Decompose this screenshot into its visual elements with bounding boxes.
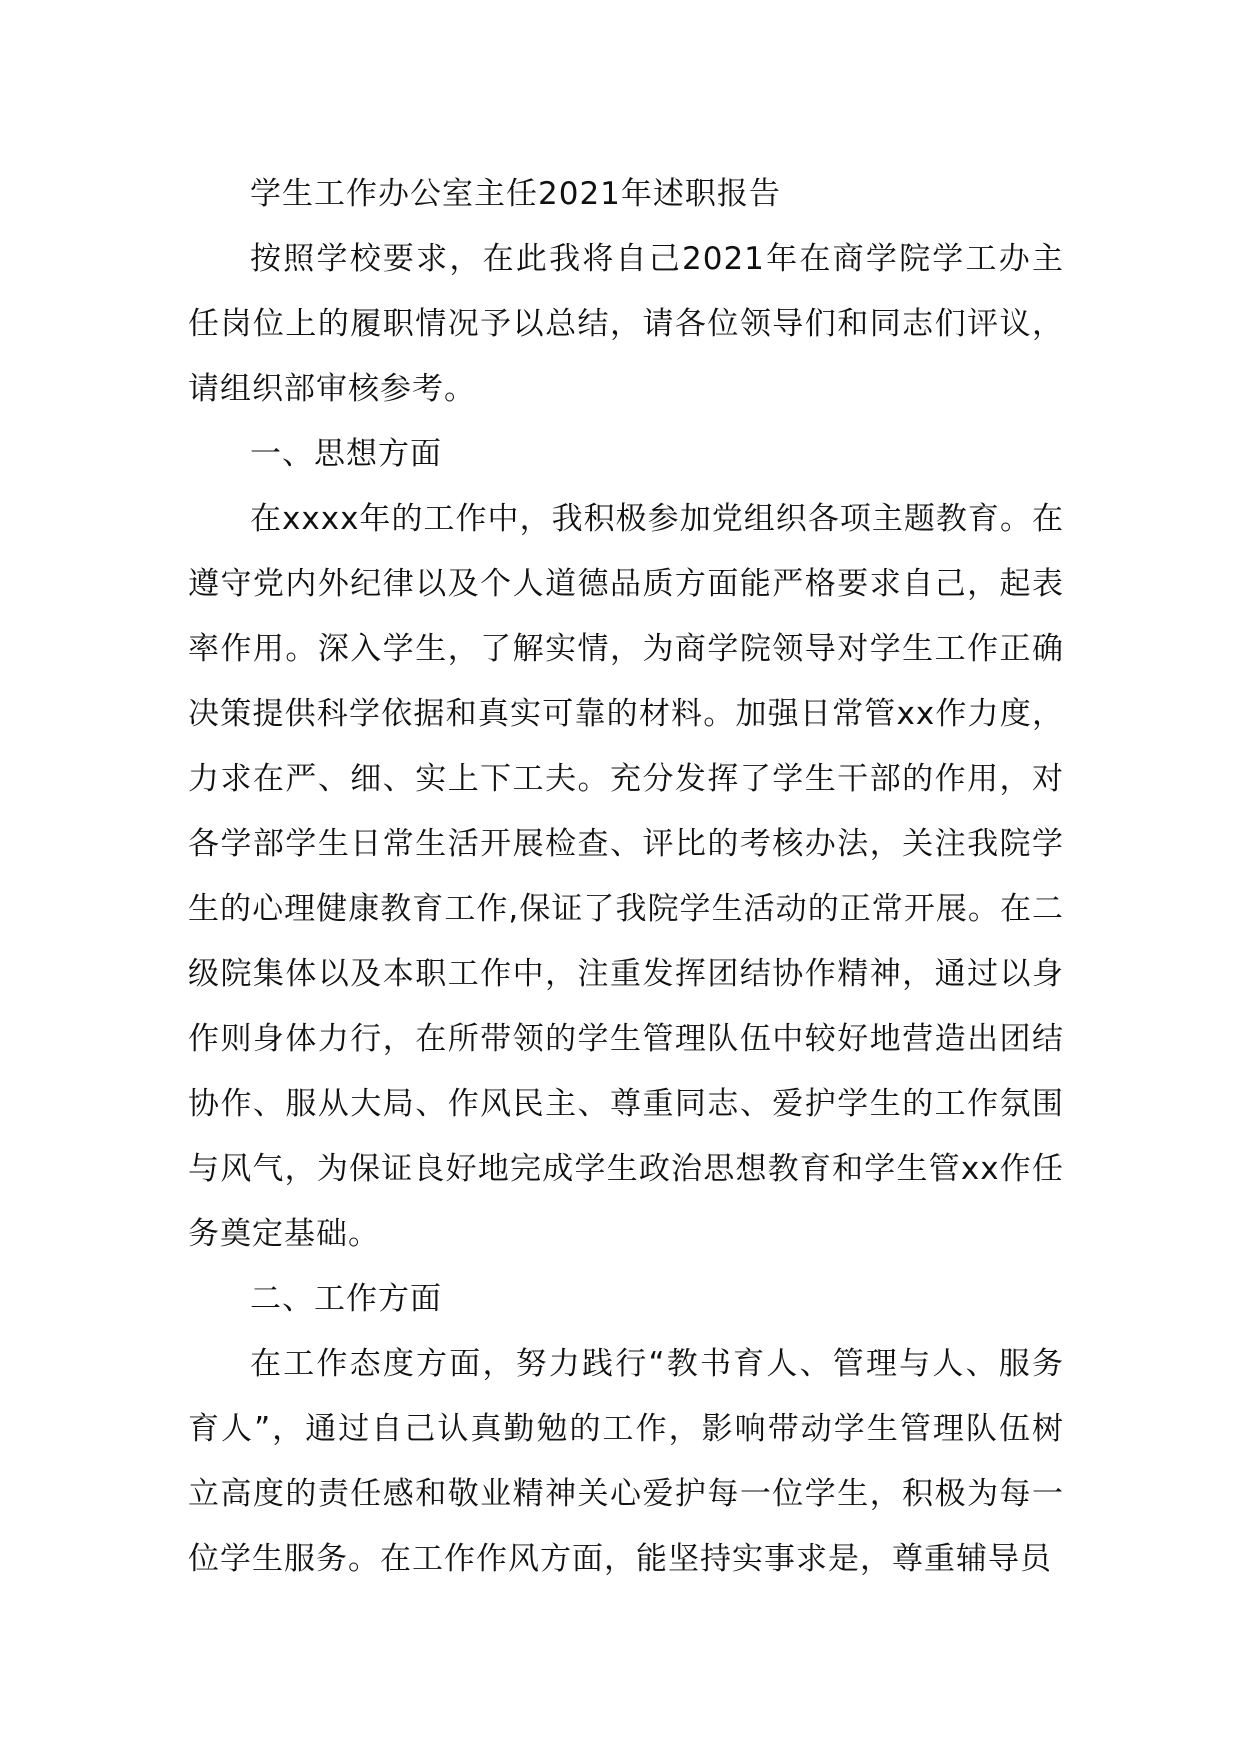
paragraph-intro: 按照学校要求，在此我将自己2021年在商学院学工办主任岗位上的履职情况予以总结，请各位领导们和同志们评议，请组织部审核参考。 bbox=[188, 241, 1064, 407]
section-heading-ideology: 一、思想方面 bbox=[250, 436, 442, 472]
document-title: 学生工作办公室主任2021年述职报告 bbox=[250, 176, 781, 212]
section-heading-work: 二、工作方面 bbox=[250, 1281, 442, 1317]
document-body bbox=[188, 162, 1064, 1592]
paragraph-work: 在工作态度方面，努力践行“教书育人、管理与人、服务育人”，通过自己认真勤勉的工作，影响带动学生管理队伍树立高度的责任感和敬业精神关心爱护每一位学生，积极为每一位学生服务。在工作作风方面，能坚持实事求是，尊重辅导员 bbox=[188, 1346, 1064, 1577]
paragraph-ideology: 在xxxx年的工作中，我积极参加党组织各项主题教育。在遵守党内外纪律以及个人道德品质方面能严格要求自己，起表率作用。深入学生，了解实情，为商学院领导对学生工作正确决策提供科学依据和真实可靠的材料。加强日常管xx作力度，力求在严、细、实上下工夫。充分发挥了学生干部的作用，对各学部学生日常生活开展检查、评比的考核办法，关注我院学生的心理健康教育工作,保证了我院学生活动的正常开展。在二级院集体以及本职工作中，注重发挥团结协作精神，通过以身作则身体力行，在所带领的学生管理队伍中较好地营造出团结协作、服从大局、作风民主、尊重同志、爱护学生的工作氛围与风气，为保证良好地完成学生政治思想教育和学生管xx作任务奠定基础。 bbox=[188, 501, 1064, 1252]
